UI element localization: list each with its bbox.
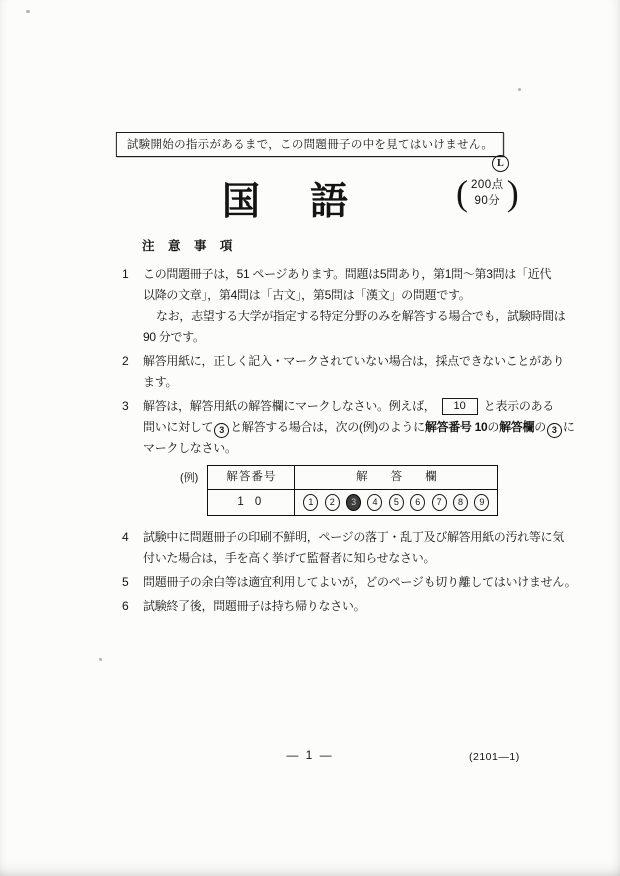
example-table (207, 465, 498, 516)
answer-number-box: 10 (442, 398, 478, 415)
bold-answer-column: 解答欄 (499, 420, 535, 434)
notice-line: 90 分です。 (143, 330, 205, 344)
example-data-row (208, 490, 498, 516)
scan-speck (518, 88, 521, 91)
notice-line: この問題冊子は，51 ページあります。問題は5問あり，第1問～第3問は「近代 (143, 267, 552, 281)
bold-answer-number: 解答番号 10 (424, 420, 488, 434)
example-digit: 8 (453, 494, 468, 511)
item-number: 1 (122, 267, 129, 281)
score-and-time (456, 173, 519, 213)
do-not-open-banner (116, 132, 504, 157)
example-digit: 4 (367, 494, 382, 511)
digit-bubbles (303, 494, 489, 511)
notice-item-5 (122, 572, 577, 593)
notice-line: 試験中に問題冊子の印刷不鮮明，ページの落丁・乱丁及び解答用紙の汚れ等に気 (143, 530, 564, 544)
document-code: (2101—1) (469, 751, 520, 763)
circled-3-mark: 3 (214, 423, 229, 438)
example-digit: 5 (389, 494, 404, 511)
example-digit: 2 (325, 494, 340, 511)
header-answer-column: 解 答 欄 (295, 466, 498, 490)
example-digit: 9 (474, 494, 489, 511)
notice-line: 以降の文章」，第4問は「古文」，第5問は「漢文」の問題です。 (143, 288, 471, 302)
example-digit: 6 (410, 494, 425, 511)
item-number: 6 (122, 599, 129, 613)
notice-line: 解答は，解答用紙の解答欄にマークしなさい。例えば， 10 と表示のある (143, 399, 554, 413)
example-header-row (208, 466, 498, 490)
notice-line: 解答用紙に，正しく記入・マークされていない場合は，採点できないことがあり (143, 354, 565, 368)
circled-3-mark: 3 (547, 423, 562, 438)
notice-heading: 注 意 事 項 (142, 239, 238, 253)
open-paren: ( (456, 173, 468, 213)
scan-speck (26, 10, 30, 13)
notice-item-1 (122, 264, 566, 348)
notice-line: ます。 (143, 375, 178, 389)
banner-text: 試験開始の指示があるまで，この問題冊子の中を見てはいけません。 (126, 139, 494, 151)
item-number: 5 (122, 575, 129, 589)
item-number: 3 (122, 399, 129, 413)
page-number: — 1 — (286, 748, 334, 762)
scan-speck (99, 658, 102, 661)
score-time: 90分 (474, 195, 501, 207)
example-answer-number: 1 0 (208, 490, 295, 516)
notice-line: なお，志望する大学が指定する特定分野のみを解答する場合でも，試験時間は (156, 309, 566, 323)
title-char-left: 国 (222, 181, 261, 223)
example-digit: 7 (432, 494, 447, 511)
mark-example (180, 465, 575, 516)
notice-item-4 (122, 527, 562, 569)
example-digit: 3 (346, 494, 361, 511)
item-number: 2 (122, 354, 129, 368)
notice-item-2 (122, 351, 565, 393)
notice-line: 問いに対して 3 と解答する場合は，次の(例)のように解答番号 10の解答欄の 3 に (143, 417, 575, 438)
notice-line: マークしなさい。 (143, 441, 237, 455)
example-label: (例) (180, 472, 199, 484)
title-row (0, 170, 620, 223)
notice-section (122, 236, 577, 620)
example-digit: 1 (303, 494, 318, 511)
notice-line: 付いた場合は，手を高く挙げて監督者に知らせなさい。 (143, 551, 436, 565)
notice-line: 試験終了後，問題冊子は持ち帰りなさい。 (143, 599, 366, 613)
notice-item-3 (122, 396, 575, 524)
title-char-right: 語 (310, 181, 349, 223)
item-number: 4 (122, 530, 129, 544)
header-answer-number: 解答番号 (208, 466, 295, 490)
subject-title (222, 170, 348, 225)
notice-item-6 (122, 596, 562, 617)
notice-line: 問題冊子の余白等は適宜利用してよいが，どのページも切り離してはいけません。 (143, 575, 577, 589)
close-paren: ) (506, 173, 519, 213)
seal-letter: L (497, 158, 504, 169)
score-points: 200点 (471, 179, 504, 191)
